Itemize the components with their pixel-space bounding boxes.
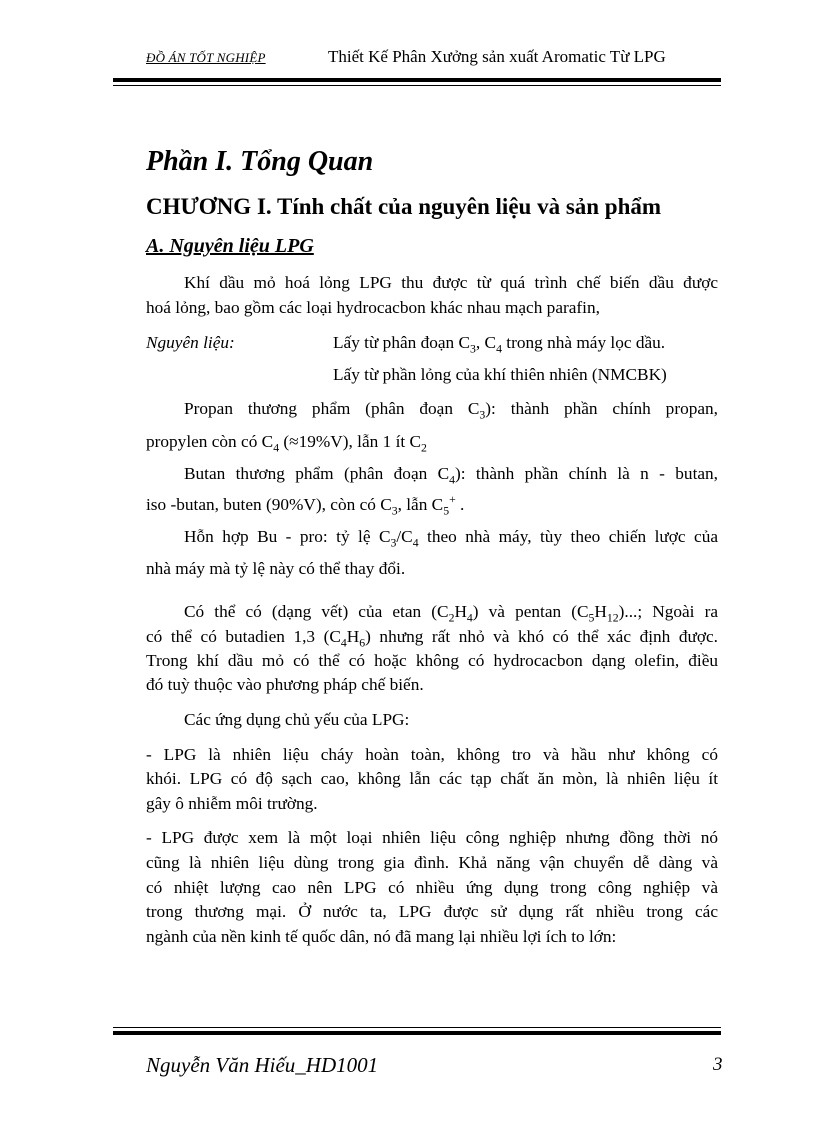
paragraph-line: Butan thương phẩm (phân đoạn $C_4$): thành phần chính là n - butan, — [184, 464, 719, 487]
paragraph-line: propylen còn có $C_4$ (≈19%V), lẫn 1 ít $C_2$ — [146, 432, 427, 455]
paragraph-line: Có thể có (dạng vết) của etan $(C_2H_4)$ và pentan $(C_5H_{12})$...; Ngoài ra — [184, 602, 719, 625]
bullet-line: ngành của nền kinh tế quốc dân, nó đã mang lại nhiều lợi ích to lớn: — [146, 927, 617, 946]
bullet-line: cũng là nhiên liệu dùng trong gia đình. Khả năng vận chuyển dễ dàng và — [146, 853, 718, 872]
header-rule-thin — [113, 85, 721, 86]
header-right-title: Thiết Kế Phân Xưởng sản xuất Aromatic Từ LPG — [328, 47, 666, 66]
footer-author: Nguyễn Văn Hiếu_HD1001 — [146, 1053, 379, 1077]
paragraph-line: hoá lỏng, bao gồm các loại hydrocacbon khác nhau mạch parafin, — [146, 298, 600, 317]
footer-rule-thick — [113, 1031, 721, 1035]
bullet-line: trong thương mại. Ở nước ta, LPG được sử dụng rất nhiều trong các — [146, 902, 718, 921]
source-label: Nguyên liệu: — [146, 333, 235, 352]
source-item-1: Lấy từ phân đoạn $C_3$, $C_4$ trong nhà máy lọc dầu. — [333, 333, 666, 356]
chapter-heading: CHƯƠNG I. Tính chất của nguyên liệu và sản phẩm — [146, 194, 662, 219]
section-heading: A. Nguyên liệu LPG — [146, 235, 314, 257]
part-heading: Phần I. Tổng Quan — [146, 146, 374, 177]
paragraph-line: đó tuỳ thuộc vào phương pháp chế biến. — [146, 675, 424, 694]
source-item-2: Lấy từ phần lỏng của khí thiên nhiên (NMCBK) — [333, 365, 667, 384]
paragraph-line: Khí dầu mỏ hoá lỏng LPG thu được từ quá trình chế biến dầu được — [184, 273, 718, 292]
paragraph-line: Các ứng dụng chủ yếu của LPG: — [184, 710, 410, 729]
page-number: 3 — [713, 1054, 723, 1075]
bullet-line: có nhiệt lượng cao nên LPG có nhiều ứng dụng trong công nghiệp và — [146, 878, 718, 897]
bullet-line: gây ô nhiễm môi trường. — [146, 794, 318, 813]
footer-rule-thin — [113, 1027, 721, 1028]
header-rule-thick — [113, 78, 721, 82]
paragraph-line: Hỗn hợp Bu - pro: tỷ lệ $C_3/C_4$ theo nhà máy, tùy theo chiến lược của — [184, 527, 719, 550]
bullet-line: khói. LPG có độ sạch cao, không lẫn các tạp chất ăn mòn, là nhiên liệu ít — [146, 769, 718, 788]
bullet-line: - LPG là nhiên liệu cháy hoàn toàn, không tro và hầu như không có — [146, 745, 718, 764]
bullet-line: - LPG được xem là một loại nhiên liệu công nghiệp nhưng đồng thời nó — [146, 828, 718, 847]
paragraph-line: nhà máy mà tỷ lệ này có thể thay đổi. — [146, 559, 406, 578]
paragraph-line: có thể có butadien 1,3 $(C_4H_6)$ nhưng rất nhỏ và khó có thể xác định được. — [146, 627, 718, 650]
header-left-title: ĐỒ ÁN TỐT NGHIỆP — [146, 50, 266, 65]
paragraph-line: Trong khí dầu mỏ có thể có hoặc không có hydrocacbon dạng olefin, điều — [146, 651, 718, 670]
paragraph-line: iso -butan, buten (90%V), còn có $C_3$, lẫn $C_5^+$ . — [146, 493, 465, 518]
paragraph-line: Propan thương phẩm (phân đoạn $C_3$): thành phần chính propan, — [184, 399, 718, 422]
